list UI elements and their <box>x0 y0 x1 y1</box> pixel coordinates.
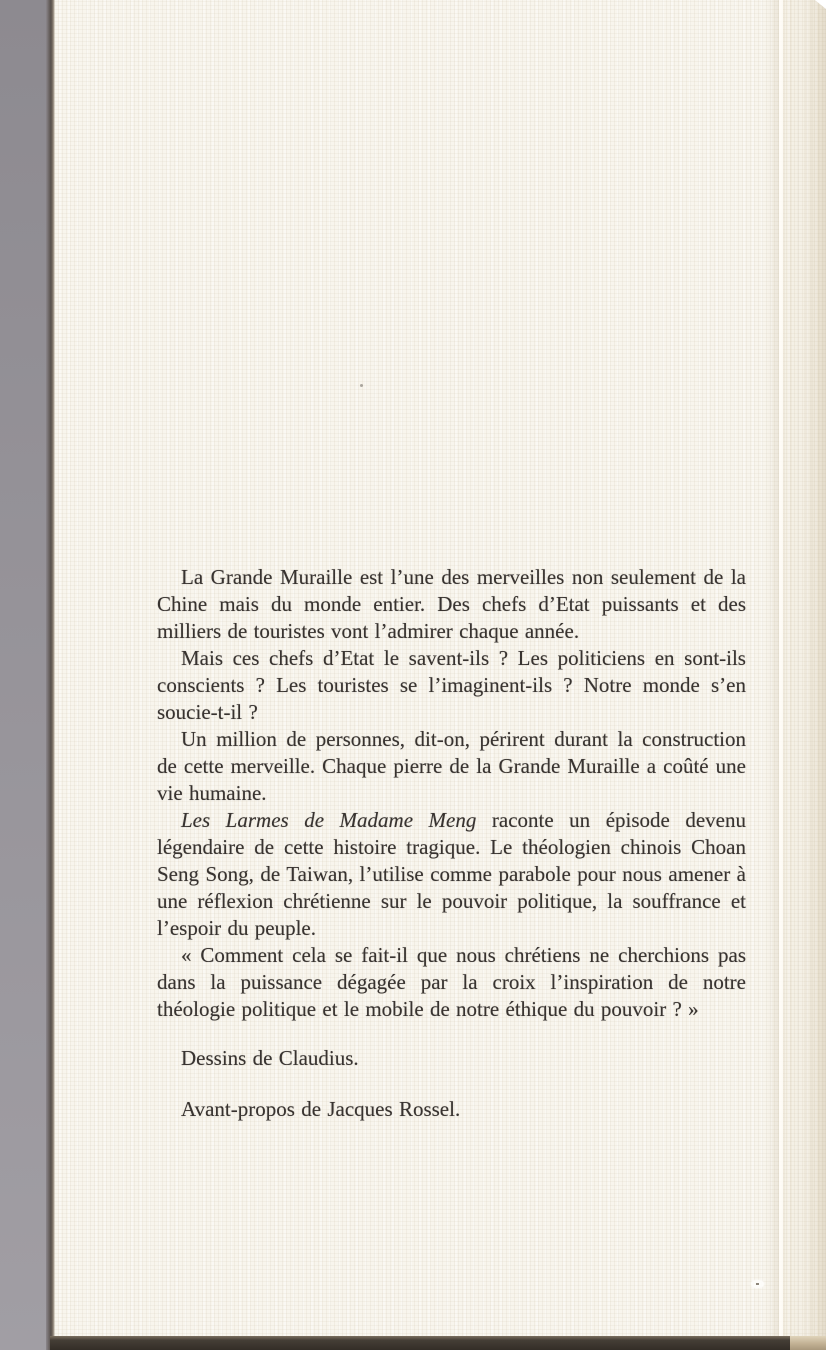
book-title-italic: Les Larmes de Madame Meng <box>181 808 477 832</box>
paragraph-text: « Comment cela se fait-il que nous chrétiens ne cherchions pas dans la puissance dégagée par la croix l’inspiration de notre théologie politique et le mobile de notre éthique du pouvoir ? » <box>157 943 746 1021</box>
cover-text <box>157 564 746 1123</box>
paragraph <box>157 807 746 942</box>
paragraph <box>157 564 746 645</box>
paragraph-text: Mais ces chefs d’Etat le savent-ils ? Les politiciens en sont-ils conscients ? Les touristes se l’imaginent-ils ? Notre monde s’en soucie-t-il ? <box>157 646 746 724</box>
scan-artifact-speck <box>751 1280 764 1288</box>
credit-line-illustrator: Dessins de Claudius. <box>181 1046 359 1070</box>
paragraph <box>157 645 746 726</box>
paragraph-text: raconte un épisode devenu légendaire de cette histoire tragique. Le théologien chinois Choan Seng Song, de Taiwan, l’utilise comme parabole pour nous amener à une réflexion chrétienne sur le pouvoir politique, la souffrance et l’espoir du peuple. <box>157 808 746 940</box>
paragraph <box>157 942 746 1023</box>
paragraph <box>157 726 746 807</box>
paragraph-text: La Grande Muraille est l’une des merveilles non seulement de la Chine mais du monde entier. Des chefs d’Etat puissants et des milliers de touristes vont l’admirer chaque année. <box>157 565 746 643</box>
credit-line-foreword: Avant-propos de Jacques Rossel. <box>181 1097 461 1121</box>
paragraph-text: Un million de personnes, dit-on, périrent durant la construction de cette merveille. Chaque pierre de la Grande Muraille a coûté une vie humaine. <box>157 727 746 805</box>
book-bottom-edge <box>50 1336 790 1350</box>
spine-crease-shadow <box>766 0 779 1336</box>
paragraphs-container <box>157 564 746 1023</box>
cover-right-fold-band <box>783 0 826 1336</box>
scan-artifact-dot <box>360 384 363 387</box>
cover-left-edge-shadow <box>46 0 55 1350</box>
page-block-sliver <box>790 1336 826 1350</box>
